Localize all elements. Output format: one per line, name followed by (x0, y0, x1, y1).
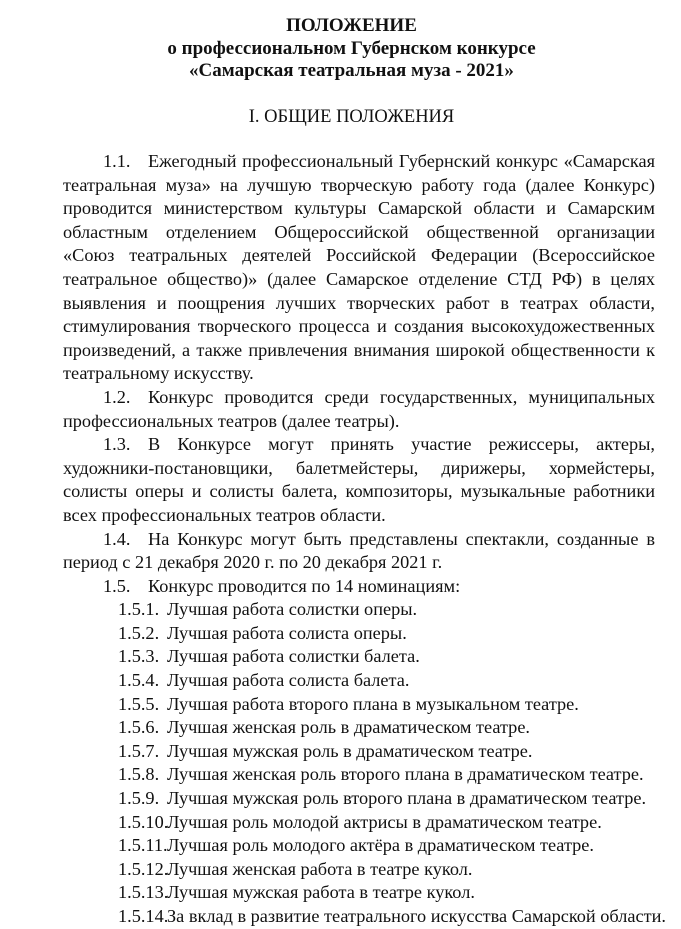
nomination-number: 1.5.4. (118, 670, 160, 691)
nomination-number: 1.5.2. (118, 622, 160, 643)
nomination-item (63, 669, 655, 693)
paragraph-number: 1.1. (103, 151, 131, 171)
nominations-list (63, 598, 666, 928)
nomination-text: Лучшая женская роль второго плана в драматическом театре. (167, 764, 644, 785)
nomination-text: Лучшая работа солистки оперы. (167, 599, 418, 620)
nomination-item (63, 598, 655, 622)
paragraph-1-5 (63, 575, 655, 599)
paragraph-text: В Конкурсе могут принять участие режиссеры, актеры, художники-постановщики, балетмейстеры, дирижеры, хормейстеры, солисты оперы и солисты балета, композиторы, музыкальные работники всех профессиональных театров области. (63, 434, 655, 525)
nomination-item (63, 905, 666, 929)
nomination-text: Лучшая мужская роль в драматическом театре. (167, 740, 533, 761)
nomination-number: 1.5.1. (118, 599, 160, 620)
paragraph-text: На Конкурс могут быть представлены спектакли, созданные в период с 21 декабря 2020 г. по 20 декабря 2021 г. (63, 528, 655, 573)
document-body (63, 150, 666, 929)
nomination-text: Лучшая работа второго плана в музыкальном театре. (167, 693, 579, 714)
nomination-item (63, 834, 655, 858)
nomination-text: За вклад в развитие театрального искусства Самарской области. (167, 906, 666, 926)
title-line-2: о профессиональном Губернском конкурсе (167, 37, 536, 59)
nomination-item (63, 716, 655, 740)
nomination-number: 1.5.13. (118, 882, 169, 903)
nomination-text: Лучшая работа солиста балета. (167, 670, 410, 691)
nomination-number: 1.5.3. (118, 646, 160, 667)
paragraph-number: 1.5. (103, 575, 131, 596)
nomination-number: 1.5.11. (118, 835, 168, 856)
paragraph-text: Конкурс проводится по 14 номинациям: (148, 575, 461, 596)
section-heading: I. ОБЩИЕ ПОЛОЖЕНИЯ (248, 107, 455, 127)
nomination-number: 1.5.12. (118, 858, 169, 879)
nomination-text: Лучшая роль молодого актёра в драматическом театре. (167, 835, 594, 856)
nomination-item (63, 763, 655, 787)
paragraph-number: 1.3. (103, 434, 131, 455)
nomination-item (63, 881, 655, 905)
paragraph-1-2 (63, 386, 655, 433)
title-line-1: ПОЛОЖЕНИЕ (286, 15, 417, 36)
nomination-text: Лучшая работа солистки балета. (167, 646, 420, 667)
nomination-number: 1.5.8. (118, 764, 160, 785)
paragraph-1-4 (63, 528, 655, 575)
title-line-3: «Самарская театральная муза - 2021» (189, 60, 514, 81)
paragraph-number: 1.4. (103, 528, 131, 549)
nomination-number: 1.5.6. (118, 717, 160, 738)
nomination-text: Лучшая роль молодой актрисы в драматическом театре. (167, 811, 602, 832)
document-title (0, 15, 681, 83)
nomination-number: 1.5.10. (118, 811, 169, 832)
paragraph-1-3 (63, 433, 655, 527)
nomination-text: Лучшая мужская работа в театре кукол. (167, 882, 475, 903)
nomination-item (63, 622, 655, 646)
paragraph-text: Ежегодный профессиональный Губернский конкурс «Самарская театральная муза» на лучшую творческую работу года (далее Конкурс) проводится министерством культуры Самарской области и Самарским областным отделением Общероссийской общественной организации «Союз театральных деятелей Российской Федерации (Всероссийское театральное общество)» (далее Самарское отделение СТД РФ) в целях выявления и поощрения лучших творческих работ в театрах области, стимулирования творческого процесса и создания высокохудожественных произведений, а также привлечения внимания широкой общественности к театральному искусству. (63, 151, 655, 384)
paragraph-number: 1.2. (103, 386, 131, 407)
paragraph-1-1 (63, 150, 655, 386)
nomination-item (63, 858, 655, 882)
nomination-item (63, 740, 655, 764)
nomination-number: 1.5.9. (118, 788, 160, 809)
nomination-item (63, 645, 655, 669)
nomination-number: 1.5.5. (118, 693, 160, 714)
nomination-text: Лучшая работа солиста оперы. (167, 622, 407, 643)
nomination-item (63, 811, 655, 835)
nomination-number: 1.5.14. (118, 906, 169, 926)
nomination-text: Лучшая женская работа в театре кукол. (167, 858, 473, 879)
nomination-item (63, 787, 655, 811)
paragraph-text: Конкурс проводится среди государственных, муниципальных профессиональных театров (далее театры). (63, 386, 655, 431)
nomination-item (63, 693, 655, 717)
nomination-number: 1.5.7. (118, 740, 160, 761)
nomination-text: Лучшая женская роль в драматическом театре. (167, 717, 530, 738)
nomination-text: Лучшая мужская роль второго плана в драматическом театре. (167, 788, 647, 809)
